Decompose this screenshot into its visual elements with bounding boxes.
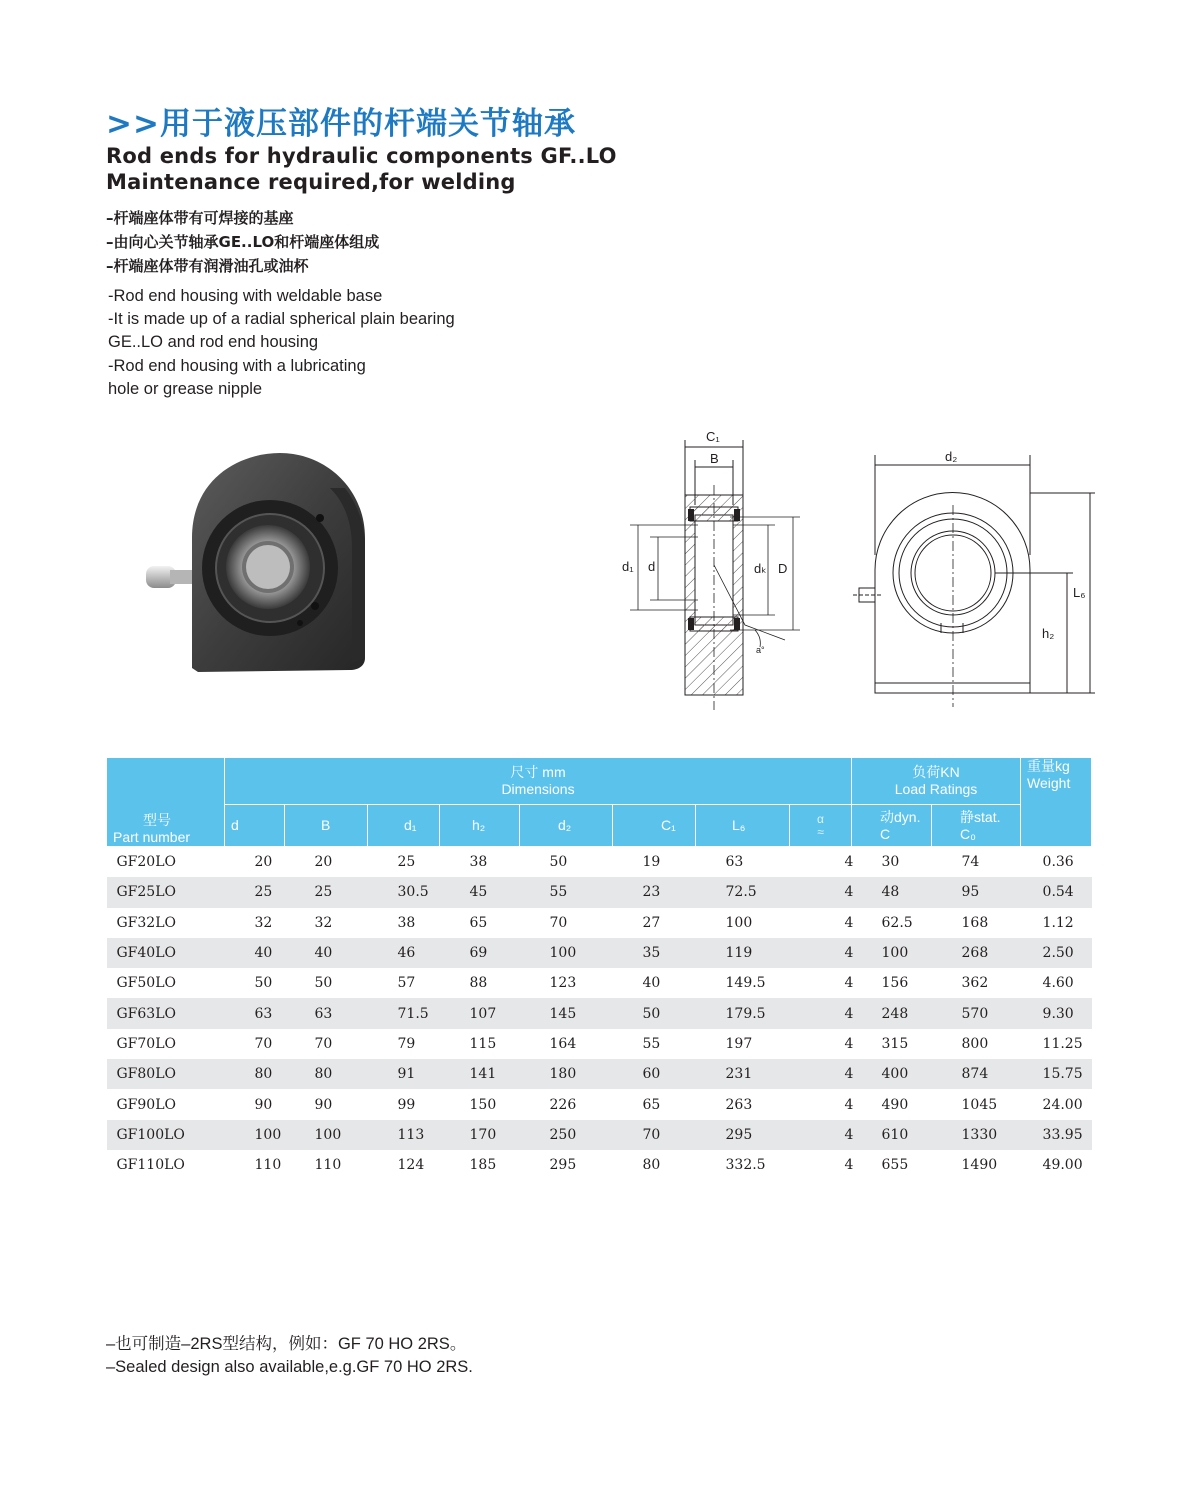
col-header-d: d xyxy=(225,805,285,847)
cell-dyn-c: 248 xyxy=(852,998,932,1028)
cell-part-number: GF63LO xyxy=(107,998,225,1028)
cell-b: 80 xyxy=(285,1059,368,1089)
cell-d2: 123 xyxy=(549,975,577,992)
cell-l6: 179.5 xyxy=(696,998,790,1028)
cell-weight: 11.25 xyxy=(1042,1035,1083,1052)
header-part-number xyxy=(107,758,225,847)
cell-h2: 107 xyxy=(440,998,520,1028)
cell-h2: 88 xyxy=(469,975,488,992)
feature-cn-item: –杆端座体带有可焊接的基座 xyxy=(106,209,294,227)
cell-d1: 124 xyxy=(397,1157,425,1174)
header-load-en: Load Ratings xyxy=(894,781,978,797)
cell-c1: 65 xyxy=(642,1096,661,1113)
cell-stat-c0: 362 xyxy=(961,975,989,992)
cell-b: 20 xyxy=(314,854,333,871)
cell-part-number: GF20LO xyxy=(116,854,176,871)
cell-part-number: GF90LO xyxy=(116,1096,176,1113)
cell-part-number: GF32LO xyxy=(116,914,176,931)
cell-alpha: 4 xyxy=(844,975,854,992)
cell-dyn-c: 315 xyxy=(881,1035,909,1052)
table-row xyxy=(107,1150,1092,1180)
cell-dyn-c: 156 xyxy=(881,975,909,992)
cell-l6: 263 xyxy=(725,1096,753,1113)
cell-alpha: 4 xyxy=(790,998,852,1028)
cell-l6: 149.5 xyxy=(725,975,766,992)
cell-c1: 55 xyxy=(642,1035,661,1052)
cell-l6: 231 xyxy=(696,1059,790,1089)
cell-weight: 33.95 xyxy=(1021,1120,1092,1150)
specification-table xyxy=(106,757,1092,1180)
cell-h2: 45 xyxy=(440,877,520,907)
col-header-l6: L₆ xyxy=(696,805,790,847)
cell-alpha: 4 xyxy=(790,1120,852,1150)
header-weight-en: Weight xyxy=(1027,775,1071,791)
cell-h2: 38 xyxy=(469,854,488,871)
label-c1: C₁ xyxy=(706,429,720,444)
features-en-list xyxy=(108,285,455,401)
cell-weight: 24.00 xyxy=(1042,1096,1083,1113)
cell-stat-c0: 168 xyxy=(961,914,989,931)
header-load-ratings xyxy=(852,758,1021,805)
cell-alpha: 4 xyxy=(844,854,854,871)
col-header-dyn xyxy=(852,805,932,847)
cell-b: 110 xyxy=(314,1157,342,1174)
cell-d2: 100 xyxy=(520,938,613,968)
cell-stat-c0: 1490 xyxy=(961,1157,998,1174)
cell-d1: 113 xyxy=(368,1120,440,1150)
cell-d: 50 xyxy=(254,975,273,992)
cell-dyn-c: 610 xyxy=(852,1120,932,1150)
alpha-symbol: α xyxy=(817,811,824,826)
cell-stat-c0: 268 xyxy=(932,938,1021,968)
label-h2: h₂ xyxy=(1042,626,1055,641)
col-header-h2: h₂ xyxy=(440,805,520,847)
header-dims-cn: 尺寸 mm xyxy=(510,764,566,780)
header-weight xyxy=(1021,758,1092,847)
label-d: d xyxy=(648,559,656,574)
cell-h2: 150 xyxy=(469,1096,497,1113)
cell-weight: 4.60 xyxy=(1042,975,1074,992)
cell-part-number: GF110LO xyxy=(116,1157,185,1174)
label-big-d: D xyxy=(778,561,788,576)
cell-alpha: 4 xyxy=(844,1096,854,1113)
cell-d: 32 xyxy=(254,914,273,931)
cell-dyn-c: 48 xyxy=(852,877,932,907)
cell-d2: 295 xyxy=(549,1157,577,1174)
table-row xyxy=(107,938,1092,968)
feature-cn-item: –杆端座体带有润滑油孔或油杯 xyxy=(106,257,309,275)
product-photo xyxy=(140,448,380,678)
header-load-cn: 负荷KN xyxy=(912,764,960,780)
cell-part-number: GF80LO xyxy=(107,1059,225,1089)
cell-alpha: 4 xyxy=(844,1035,854,1052)
cell-d1: 71.5 xyxy=(368,998,440,1028)
cell-weight: 0.54 xyxy=(1021,877,1092,907)
cell-weight: 0.36 xyxy=(1042,854,1074,871)
cell-dyn-c: 655 xyxy=(881,1157,909,1174)
cell-d: 40 xyxy=(225,938,285,968)
cell-l6: 332.5 xyxy=(725,1157,766,1174)
cell-stat-c0: 570 xyxy=(932,998,1021,1028)
label-alpha: a° xyxy=(756,645,765,655)
cell-d2: 55 xyxy=(520,877,613,907)
col-header-d2: d₂ xyxy=(520,805,613,847)
cell-b: 50 xyxy=(314,975,333,992)
feature-en-line: -Rod end housing with weldable base xyxy=(108,287,383,305)
cell-c1: 60 xyxy=(613,1059,696,1089)
cell-dyn-c: 100 xyxy=(852,938,932,968)
cell-part-number: GF50LO xyxy=(116,975,176,992)
feature-en-line: -It is made up of a radial spherical plain bearing xyxy=(108,310,455,329)
cell-stat-c0: 874 xyxy=(932,1059,1021,1089)
cell-c1: 70 xyxy=(613,1120,696,1150)
cell-b: 70 xyxy=(314,1035,333,1052)
cell-part-number: GF100LO xyxy=(107,1120,225,1150)
cell-h2: 69 xyxy=(440,938,520,968)
feature-en-line: hole or grease nipple xyxy=(108,379,263,398)
cell-dyn-c: 490 xyxy=(881,1096,909,1113)
table-row xyxy=(107,1029,1092,1059)
approx-symbol: ≈ xyxy=(817,824,824,839)
cell-d: 80 xyxy=(225,1059,285,1089)
col-header-alpha xyxy=(790,805,852,847)
cell-h2: 185 xyxy=(469,1157,497,1174)
header-weight-cn: 重量kg xyxy=(1027,758,1070,774)
cell-d1: 79 xyxy=(397,1035,416,1052)
cell-alpha: 4 xyxy=(790,877,852,907)
cell-part-number: GF40LO xyxy=(107,938,225,968)
cell-d2: 145 xyxy=(520,998,613,1028)
col-header-d1: d₁ xyxy=(368,805,440,847)
cell-b: 25 xyxy=(285,877,368,907)
title-en-line1: Rod ends for hydraulic components GF..LO xyxy=(106,144,617,168)
feature-en-line: -Rod end housing with a lubricating xyxy=(108,356,366,375)
cell-d2: 180 xyxy=(520,1059,613,1089)
cell-alpha: 4 xyxy=(844,1157,854,1174)
cell-weight: 49.00 xyxy=(1042,1157,1083,1174)
cell-dyn-c: 30 xyxy=(881,854,900,871)
title-en-line2: Maintenance required,for welding xyxy=(106,170,516,194)
cell-l6: 197 xyxy=(725,1035,753,1052)
cell-weight: 9.30 xyxy=(1021,998,1092,1028)
cell-stat-c0: 1045 xyxy=(961,1096,998,1113)
cell-h2: 65 xyxy=(469,914,488,931)
cell-d2: 250 xyxy=(520,1120,613,1150)
header-part-en: Part number xyxy=(113,829,191,845)
table-row xyxy=(107,1120,1092,1150)
cell-dyn-c: 400 xyxy=(852,1059,932,1089)
label-d2: d₂ xyxy=(945,449,958,464)
cell-d: 25 xyxy=(225,877,285,907)
table-row xyxy=(107,908,1092,938)
cell-c1: 40 xyxy=(642,975,661,992)
cell-d1: 99 xyxy=(397,1096,416,1113)
features-cn-list xyxy=(106,206,379,278)
label-dk: dₖ xyxy=(754,561,767,576)
cell-weight: 15.75 xyxy=(1021,1059,1092,1089)
cell-l6: 100 xyxy=(725,914,753,931)
footnote-cn: –也可制造–2RS型结构，例如：GF 70 HO 2RS。 xyxy=(106,1335,467,1353)
col-header-b: B xyxy=(285,805,368,847)
footnote xyxy=(106,1333,473,1379)
cell-d2: 226 xyxy=(549,1096,577,1113)
stat-label: 静stat. xyxy=(960,808,1001,825)
col-header-stat xyxy=(932,805,1021,847)
cell-b: 90 xyxy=(314,1096,333,1113)
cell-c1: 80 xyxy=(642,1157,661,1174)
feature-cn-item: –由向心关节轴承GE..LO和杆端座体组成 xyxy=(106,233,380,251)
cell-h2: 170 xyxy=(440,1120,520,1150)
cell-h2: 141 xyxy=(440,1059,520,1089)
table-row xyxy=(107,1089,1092,1119)
cell-d: 70 xyxy=(254,1035,273,1052)
table-row xyxy=(107,847,1092,878)
col-header-c1: C₁ xyxy=(613,805,696,847)
cell-d: 20 xyxy=(254,854,273,871)
table-row xyxy=(107,968,1092,998)
cell-alpha: 4 xyxy=(790,938,852,968)
cell-d1: 91 xyxy=(368,1059,440,1089)
cell-l6: 119 xyxy=(696,938,790,968)
header-dims-en: Dimensions xyxy=(501,781,575,797)
table-row xyxy=(107,877,1092,907)
cell-stat-c0: 95 xyxy=(932,877,1021,907)
cell-d2: 70 xyxy=(549,914,568,931)
cell-b: 40 xyxy=(285,938,368,968)
cell-d2: 164 xyxy=(549,1035,577,1052)
cell-d1: 46 xyxy=(368,938,440,968)
cell-d: 100 xyxy=(225,1120,285,1150)
cell-stat-c0: 800 xyxy=(961,1035,989,1052)
cell-d: 90 xyxy=(254,1096,273,1113)
cell-d1: 30.5 xyxy=(368,877,440,907)
cell-d2: 50 xyxy=(549,854,568,871)
cell-d: 110 xyxy=(254,1157,282,1174)
cell-alpha: 4 xyxy=(844,914,854,931)
table-row xyxy=(107,998,1092,1028)
label-l6: L₆ xyxy=(1073,585,1086,600)
cell-d1: 38 xyxy=(397,914,416,931)
page-title-en xyxy=(106,143,617,195)
label-d1: d₁ xyxy=(622,559,634,574)
cell-d: 63 xyxy=(225,998,285,1028)
dyn-label: 动dyn. xyxy=(880,808,921,825)
feature-en-line: GE..LO and rod end housing xyxy=(108,333,319,352)
front-view-drawing xyxy=(845,445,1110,710)
cell-b: 32 xyxy=(314,914,333,931)
cell-stat-c0: 1330 xyxy=(932,1120,1021,1150)
stat-symbol: C₀ xyxy=(960,825,976,842)
cell-b: 100 xyxy=(285,1120,368,1150)
cell-c1: 35 xyxy=(613,938,696,968)
cell-h2: 115 xyxy=(469,1035,497,1052)
cell-c1: 23 xyxy=(613,877,696,907)
cell-part-number: GF25LO xyxy=(107,877,225,907)
cell-d1: 25 xyxy=(397,854,416,871)
cell-stat-c0: 74 xyxy=(961,854,980,871)
cell-c1: 50 xyxy=(613,998,696,1028)
cell-l6: 295 xyxy=(696,1120,790,1150)
page-title-cn: >>用于液压部件的杆端关节轴承 xyxy=(106,106,576,142)
footnote-en: –Sealed design also available,e.g.GF 70 HO 2RS. xyxy=(106,1358,473,1376)
cell-d1: 57 xyxy=(397,975,416,992)
cell-weight: 1.12 xyxy=(1042,914,1074,931)
table-row xyxy=(107,1059,1092,1089)
label-b: B xyxy=(710,451,719,466)
cell-b: 63 xyxy=(285,998,368,1028)
section-drawing-side xyxy=(610,425,810,715)
dyn-symbol: C xyxy=(880,825,891,842)
cell-c1: 27 xyxy=(642,914,661,931)
header-part-cn: 型号 xyxy=(143,812,171,828)
cell-c1: 19 xyxy=(642,854,661,871)
cell-weight: 2.50 xyxy=(1021,938,1092,968)
cell-l6: 63 xyxy=(725,854,744,871)
cell-l6: 72.5 xyxy=(696,877,790,907)
cell-part-number: GF70LO xyxy=(116,1035,176,1052)
cell-dyn-c: 62.5 xyxy=(881,914,913,931)
cell-alpha: 4 xyxy=(790,1059,852,1089)
header-dimensions xyxy=(225,758,852,805)
specification-table-body xyxy=(107,847,1092,1181)
